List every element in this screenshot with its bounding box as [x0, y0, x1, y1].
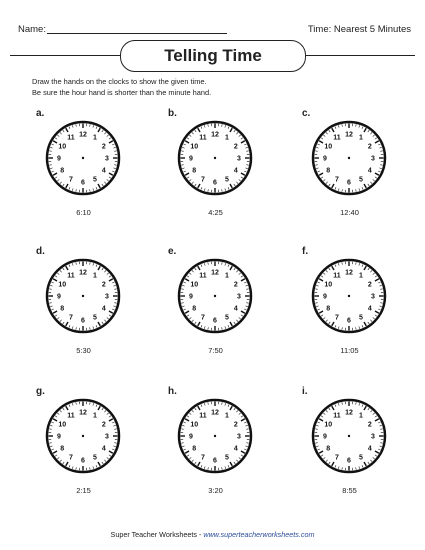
clock-center	[82, 435, 84, 437]
clock-center	[214, 435, 216, 437]
clock-number: 6	[81, 179, 85, 187]
clock-cell	[302, 246, 402, 366]
footer-link[interactable]: www.superteacherworksheets.com	[203, 530, 315, 539]
instruction-line-1: Draw the hands on the clocks to show the given time.	[32, 77, 207, 86]
clock-number: 11	[333, 412, 341, 420]
clock-number: 3	[371, 433, 375, 441]
clock-letter: i.	[302, 386, 308, 397]
clock-number: 5	[225, 454, 229, 462]
clock-number: 2	[101, 421, 106, 429]
clock-number: 10	[324, 143, 333, 151]
page-title: Telling Time	[120, 40, 306, 72]
clock-number: 1	[93, 272, 97, 280]
clock-number: 12	[79, 269, 87, 277]
clock-number: 8	[192, 305, 197, 313]
clock-number: 9	[323, 293, 327, 301]
clock-number: 2	[367, 281, 372, 289]
clock-number: 5	[225, 176, 229, 184]
clock-number: 4	[367, 305, 372, 313]
clock-number: 4	[101, 445, 106, 453]
clock-center	[348, 157, 350, 159]
clock-number: 11	[67, 134, 75, 142]
clock-time-label: 7:50	[208, 346, 223, 355]
clock-letter: c.	[302, 108, 311, 119]
clock-center	[82, 157, 84, 159]
clock-number: 7	[335, 454, 339, 462]
clock-number: 4	[233, 305, 238, 313]
clock-face[interactable]	[36, 386, 136, 486]
clock-time-label: 8:55	[342, 486, 357, 495]
clock-number: 1	[93, 134, 97, 142]
clock-center	[348, 295, 350, 297]
clock-number: 12	[211, 409, 219, 417]
clock-number: 6	[81, 457, 85, 465]
clock-number: 7	[201, 176, 205, 184]
clock-number: 2	[233, 281, 238, 289]
clock-number: 9	[189, 433, 193, 441]
clock-number: 8	[60, 305, 65, 313]
clock-number: 5	[359, 176, 363, 184]
clock-center	[214, 295, 216, 297]
clock-cell	[302, 386, 402, 506]
time-label: Time: Nearest 5 Minutes	[307, 24, 411, 35]
clock-letter: d.	[36, 246, 45, 257]
clock-number: 11	[333, 134, 341, 142]
clock-number: 8	[326, 167, 331, 175]
clock-time-label: 3:20	[208, 486, 223, 495]
clock-number: 4	[101, 305, 106, 313]
clock-letter: a.	[36, 108, 45, 119]
clock-time-label: 6:10	[76, 208, 91, 217]
clock-face[interactable]	[36, 108, 136, 208]
clock-letter: b.	[168, 108, 177, 119]
clock-number: 3	[371, 293, 375, 301]
clock-letter: e.	[168, 246, 177, 257]
clock-center	[348, 435, 350, 437]
clock-number: 6	[213, 179, 217, 187]
clock-number: 1	[225, 134, 229, 142]
clock-face[interactable]	[36, 246, 136, 346]
clock-center	[214, 157, 216, 159]
clock-number: 11	[67, 272, 75, 280]
clock-number: 6	[347, 317, 351, 325]
clock-number: 4	[367, 167, 372, 175]
clock-number: 3	[237, 155, 241, 163]
clock-cell	[302, 108, 402, 228]
clock-number: 7	[335, 314, 339, 322]
clock-number: 1	[225, 412, 229, 420]
clock-number: 2	[367, 421, 372, 429]
clock-center	[82, 295, 84, 297]
clock-number: 11	[67, 412, 75, 420]
clock-number: 2	[101, 143, 106, 151]
clock-number: 10	[58, 143, 67, 151]
clock-number: 2	[101, 281, 106, 289]
clock-number: 3	[105, 293, 109, 301]
clock-number: 12	[211, 131, 219, 139]
clock-number: 2	[233, 421, 238, 429]
clock-number: 9	[189, 155, 193, 163]
footer	[0, 530, 425, 539]
clock-number: 10	[324, 281, 333, 289]
clock-number: 12	[211, 269, 219, 277]
clock-number: 1	[225, 272, 229, 280]
clock-number: 6	[347, 457, 351, 465]
clock-time-label: 12:40	[340, 208, 359, 217]
clock-number: 3	[237, 293, 241, 301]
clock-number: 9	[57, 293, 61, 301]
clock-number: 12	[345, 409, 353, 417]
clock-number: 1	[93, 412, 97, 420]
clock-cell	[36, 246, 136, 366]
clock-number: 10	[190, 281, 199, 289]
clock-number: 3	[105, 155, 109, 163]
clock-number: 8	[60, 167, 65, 175]
clock-number: 9	[57, 433, 61, 441]
clock-number: 6	[81, 317, 85, 325]
clock-number: 5	[225, 314, 229, 322]
clock-face[interactable]	[302, 246, 402, 346]
clock-number: 7	[69, 454, 73, 462]
clock-number: 10	[58, 281, 67, 289]
clock-number: 5	[93, 454, 97, 462]
clock-cell	[168, 246, 268, 366]
clock-cell	[168, 386, 268, 506]
clock-number: 2	[233, 143, 238, 151]
clock-time-label: 11:05	[340, 346, 359, 355]
clock-number: 5	[93, 176, 97, 184]
clock-number: 12	[345, 131, 353, 139]
clock-number: 5	[359, 314, 363, 322]
clock-number: 4	[367, 445, 372, 453]
clock-time-label: 2:15	[76, 486, 91, 495]
clock-cell	[168, 108, 268, 228]
clock-number: 1	[359, 412, 363, 420]
clock-number: 4	[101, 167, 106, 175]
clock-number: 8	[60, 445, 65, 453]
clock-number: 9	[189, 293, 193, 301]
clock-number: 2	[367, 143, 372, 151]
clock-number: 10	[190, 421, 199, 429]
clock-number: 10	[58, 421, 67, 429]
name-label: Name:	[18, 24, 46, 35]
clock-letter: h.	[168, 386, 177, 397]
clock-number: 6	[213, 317, 217, 325]
clock-number: 11	[333, 272, 341, 280]
clock-time-label: 5:30	[76, 346, 91, 355]
clock-number: 4	[233, 167, 238, 175]
clock-number: 5	[359, 454, 363, 462]
clock-number: 7	[335, 176, 339, 184]
clock-number: 9	[323, 433, 327, 441]
clock-number: 10	[190, 143, 199, 151]
clock-number: 6	[347, 179, 351, 187]
clock-number: 1	[359, 134, 363, 142]
clock-number: 9	[57, 155, 61, 163]
clock-time-label: 4:25	[208, 208, 223, 217]
clock-number: 3	[237, 433, 241, 441]
clock-number: 7	[201, 314, 205, 322]
clock-number: 8	[326, 445, 331, 453]
clock-face[interactable]	[168, 108, 268, 208]
footer-prefix: Super Teacher Worksheets -	[110, 530, 204, 539]
clock-face[interactable]	[302, 386, 402, 486]
clock-number: 8	[192, 445, 197, 453]
clock-number: 4	[233, 445, 238, 453]
clock-number: 10	[324, 421, 333, 429]
clock-number: 7	[69, 314, 73, 322]
clock-number: 5	[93, 314, 97, 322]
clock-number: 3	[105, 433, 109, 441]
clock-number: 8	[326, 305, 331, 313]
name-line[interactable]	[47, 33, 227, 34]
clock-number: 12	[79, 131, 87, 139]
clock-number: 9	[323, 155, 327, 163]
clock-letter: g.	[36, 386, 45, 397]
clock-face[interactable]	[168, 246, 268, 346]
clock-number: 7	[201, 454, 205, 462]
clock-letter: f.	[302, 246, 309, 257]
instructions	[32, 77, 211, 98]
instruction-line-2: Be sure the hour hand is shorter than the minute hand.	[32, 87, 212, 97]
clock-number: 6	[213, 457, 217, 465]
clock-number: 11	[199, 412, 207, 420]
clock-number: 12	[345, 269, 353, 277]
clock-number: 7	[69, 176, 73, 184]
clock-number: 11	[199, 134, 207, 142]
clock-number: 3	[371, 155, 375, 163]
clock-number: 1	[359, 272, 363, 280]
clock-number: 12	[79, 409, 87, 417]
clock-number: 8	[192, 167, 197, 175]
clock-face[interactable]	[302, 108, 402, 208]
clock-cell	[36, 386, 136, 506]
clock-number: 11	[199, 272, 207, 280]
clock-face[interactable]	[168, 386, 268, 486]
clock-cell	[36, 108, 136, 228]
